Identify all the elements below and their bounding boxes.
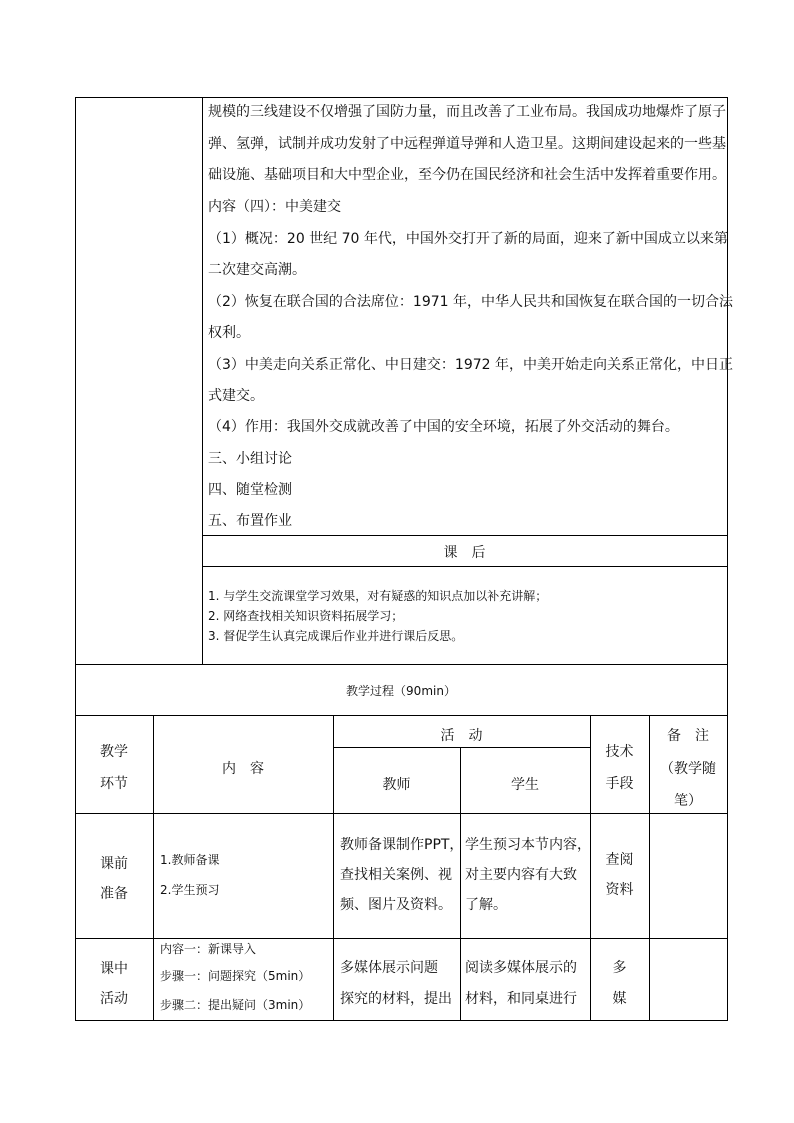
continuation-line: （4）作用：我国外交成就改善了中国的安全环境，拓展了外交活动的舞台。 (208, 419, 679, 435)
after-class-top-line (202, 535, 727, 536)
row-student: 了解。 (465, 897, 507, 913)
header-bottom-line (75, 813, 727, 814)
after-class-item: 3. 督促学生认真完成课后作业并进行课后反思。 (208, 629, 464, 643)
row-content: 内容一：新课导入 (160, 942, 257, 956)
row-teacher: 探究的材料，提出 (340, 991, 452, 1007)
row-stage: 课前 (100, 856, 128, 872)
header-stage: 教学 (100, 744, 128, 760)
row-teacher: 频、图片及资料。 (340, 897, 452, 913)
row-student: 阅读多媒体展示的 (465, 960, 577, 976)
row-stage: 课中 (100, 961, 128, 977)
row-student: 学生预习本节内容， (465, 837, 591, 853)
row-content: 2.学生预习 (160, 883, 220, 897)
continuation-line: 弹、氢弹，试制并成功发射了中远程弹道导弹和人造卫星。这期间建设起来的一些基 (208, 136, 726, 152)
after-class-heading: 课 后 (443, 545, 486, 561)
row-tech: 查阅 (605, 852, 634, 868)
header-teacher: 教师 (382, 777, 411, 793)
row-tech: 媒 (612, 991, 627, 1007)
header-note: 笔） (674, 793, 702, 809)
header-content: 内 容 (222, 761, 264, 777)
continuation-line: （2）恢复在联合国的合法席位：1971 年，中华人民共和国恢复在联合国的一切合法 (208, 294, 733, 310)
row-tech: 资料 (605, 882, 634, 898)
after-class-heading-line (202, 566, 727, 567)
content-section-heading: 内容（四）：中美建交 (208, 199, 341, 215)
row-stage: 活动 (100, 991, 128, 1007)
row-student: 对主要内容有大致 (465, 867, 577, 883)
row-teacher: 查找相关案例、视 (340, 867, 452, 883)
continuation-line: 础设施、基础项目和大中型企业，至今仍在国民经济和社会生活中发挥着重要作用。 (208, 167, 726, 183)
row-stage: 准备 (100, 886, 128, 902)
header-student: 学生 (511, 777, 539, 793)
section-heading-discussion: 三、小组讨论 (208, 451, 292, 467)
header-tech: 技术 (605, 744, 634, 760)
section-heading-homework: 五、布置作业 (208, 513, 292, 529)
row-divider (75, 938, 727, 939)
continuation-line: （1）概况：20 世纪 70 年代，中国外交打开了新的局面，迎来了新中国成立以来第 (208, 231, 728, 247)
row-content: 1.教师备课 (160, 853, 220, 867)
continuation-line: 规模的三线建设不仅增强了国防力量，而且改善了工业布局。我国成功地爆炸了原子 (208, 104, 726, 120)
table-bottom-line (75, 1020, 727, 1021)
header-note: （教学随 (660, 761, 716, 777)
continuation-line: （3）中美走向关系正常化、中日建交：1972 年，中美开始走向关系正常化，中日正 (208, 357, 733, 373)
process-title: 教学过程（90min） (346, 684, 456, 698)
row-tech: 多 (612, 960, 627, 976)
activity-subheader-line (333, 747, 590, 748)
section-heading-quiz: 四、随堂检测 (208, 482, 292, 498)
continuation-line: 二次建交高潮。 (208, 262, 306, 278)
table-top-border (75, 97, 727, 98)
header-stage: 环节 (100, 776, 128, 792)
header-note: 备 注 (667, 728, 709, 744)
header-activity: 活 动 (440, 728, 483, 744)
process-header-top-line (75, 715, 727, 716)
continuation-line: 权利。 (208, 325, 250, 341)
continuation-line: 式建交。 (208, 388, 264, 404)
row-teacher: 多媒体展示问题 (340, 960, 438, 976)
table-left-border (75, 97, 76, 1021)
upper-table-bottom-line (75, 664, 727, 665)
row-student: 材料，和同桌进行 (465, 991, 577, 1007)
after-class-item: 1. 与学生交流课堂学习效果，对有疑惑的知识点加以补充讲解； (208, 589, 548, 603)
header-tech: 手段 (605, 776, 634, 792)
row-content: 步骤二：提出疑问（3min） (160, 998, 311, 1012)
col-divider-content (333, 715, 334, 1021)
after-class-item: 2. 网络查找相关知识资料拓展学习； (208, 609, 404, 623)
upper-col-divider (202, 97, 203, 664)
row-content: 步骤一：问题探究（5min） (160, 969, 311, 983)
row-teacher: 教师备课制作PPT， (340, 837, 464, 853)
